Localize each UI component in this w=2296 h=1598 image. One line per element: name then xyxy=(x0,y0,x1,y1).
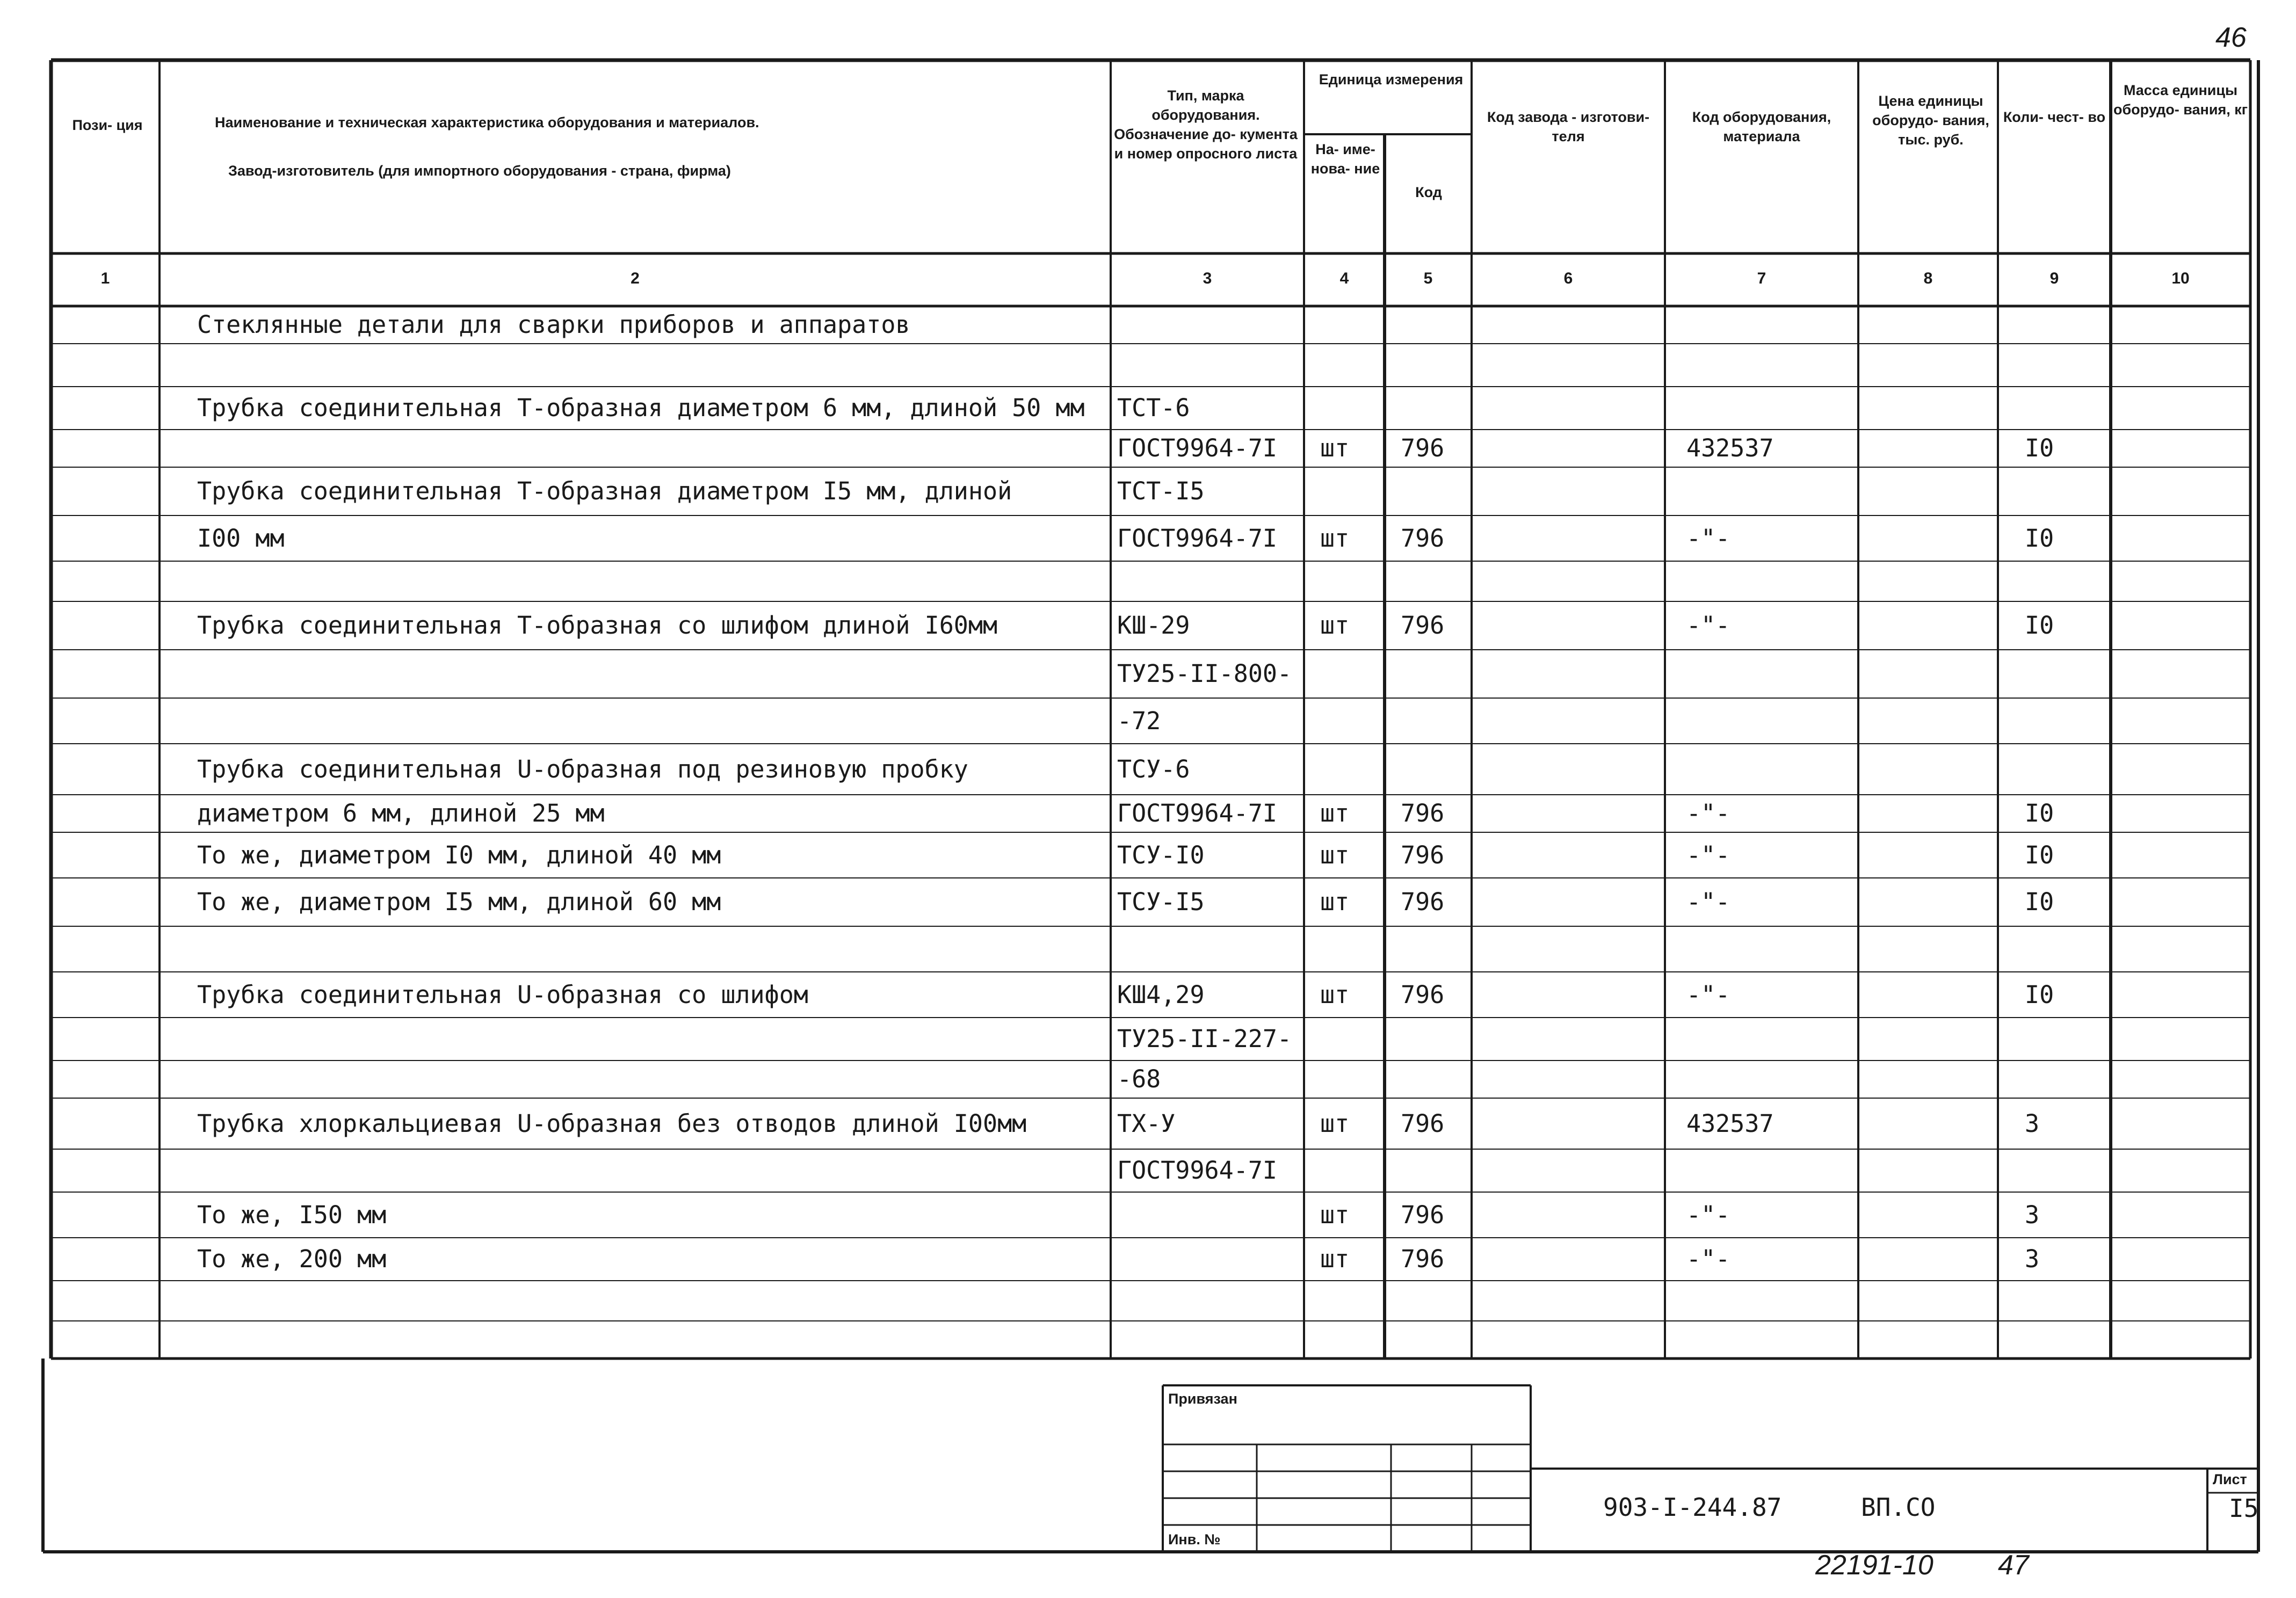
header-price: Цена единицы оборудо- вания, тыс. руб. xyxy=(1872,93,1989,148)
row-unit-code: 796 xyxy=(1401,1109,1445,1138)
header-mass: Масса единицы оборудо- вания, кг xyxy=(2113,82,2248,118)
row-equipment-code: -"- xyxy=(1686,840,1730,869)
row-equipment-code: -"- xyxy=(1686,799,1730,827)
header-name-line1: Наименование и техническая характеристика оборудования и материалов. xyxy=(215,114,759,130)
row-name: То же, диаметром I5 мм, длиной 60 мм xyxy=(197,888,721,916)
column-number: 9 xyxy=(2049,270,2059,287)
row-type: ТХ-У xyxy=(1117,1109,1176,1138)
stamp-document-number: 903-I-244.87 xyxy=(1603,1493,1782,1522)
row-name: Трубка соединительная U-образная под резиновую пробку xyxy=(197,754,968,783)
stamp-bound-label: Привязан xyxy=(1168,1391,1237,1407)
column-number: 6 xyxy=(1563,270,1573,287)
row-unit: шт xyxy=(1320,434,1350,462)
row-type: ТУ25-II-800- xyxy=(1117,659,1292,688)
row-unit-code: 796 xyxy=(1401,980,1445,1009)
row-name: То же, 200 мм xyxy=(197,1245,387,1273)
column-number: 3 xyxy=(1203,270,1212,287)
row-name: Трубка соединительная U-образная со шлифом xyxy=(197,980,808,1009)
stamp-sheet-number: I5 xyxy=(2229,1494,2259,1523)
row-quantity: I0 xyxy=(2025,799,2054,827)
stamp-document-code: ВП.СО xyxy=(1861,1493,1936,1522)
row-type: ТСУ-6 xyxy=(1117,754,1190,783)
row-equipment-code: -"- xyxy=(1686,980,1730,1009)
header-unit-code: Код xyxy=(1415,184,1442,200)
row-unit: шт xyxy=(1320,524,1350,553)
row-type: -72 xyxy=(1117,706,1161,735)
header-manufacturer-code: Код завода - изготови- теля xyxy=(1487,109,1650,144)
header-type: Тип, марка оборудования. Обозначение до- кумента и номер опросного листа xyxy=(1114,88,1298,162)
row-type: -68 xyxy=(1117,1065,1161,1093)
row-type: ТСУ-I0 xyxy=(1117,840,1205,869)
row-type: ТСУ-I5 xyxy=(1117,888,1205,916)
row-unit-code: 796 xyxy=(1401,799,1445,827)
row-unit-code: 796 xyxy=(1401,524,1445,553)
row-unit: шт xyxy=(1320,1109,1350,1138)
row-quantity: I0 xyxy=(2025,888,2054,916)
row-equipment-code: -"- xyxy=(1686,611,1730,640)
row-name: Трубка соединительная Т-образная диаметром I5 мм, длиной xyxy=(197,477,1012,505)
row-unit: шт xyxy=(1320,840,1350,869)
column-number: 1 xyxy=(100,270,110,287)
stamp-sheet-label: Лист xyxy=(2213,1471,2247,1487)
row-equipment-code: -"- xyxy=(1686,1200,1730,1229)
row-type: ГОСТ9964-7I xyxy=(1117,799,1278,827)
row-name: То же, I50 мм xyxy=(197,1200,387,1229)
row-unit: шт xyxy=(1320,888,1350,916)
row-unit-code: 796 xyxy=(1401,888,1445,916)
row-name: Стеклянные детали для сварки приборов и аппаратов xyxy=(197,310,910,339)
row-quantity: I0 xyxy=(2025,434,2054,462)
row-quantity: 3 xyxy=(2025,1109,2040,1138)
row-unit-code: 796 xyxy=(1401,840,1445,869)
row-equipment-code: -"- xyxy=(1686,524,1730,553)
archive-number: 22191-10 xyxy=(1815,1550,1933,1581)
row-unit: шт xyxy=(1320,611,1350,640)
row-quantity: I0 xyxy=(2025,524,2054,553)
column-number: 7 xyxy=(1757,270,1766,287)
header-quantity: Коли- чест- во xyxy=(2003,109,2106,125)
row-unit-code: 796 xyxy=(1401,611,1445,640)
handwritten-page-bottom: 47 xyxy=(1998,1550,2029,1581)
row-equipment-code: 432537 xyxy=(1686,434,1774,462)
row-type: ТУ25-II-227- xyxy=(1117,1025,1292,1053)
column-number: 2 xyxy=(631,270,640,287)
row-name: То же, диаметром I0 мм, длиной 40 мм xyxy=(197,840,721,869)
row-type: ГОСТ9964-7I xyxy=(1117,1156,1278,1185)
stamp-inventory-label: Инв. № xyxy=(1168,1531,1221,1548)
row-unit-code: 796 xyxy=(1401,434,1445,462)
row-type: ГОСТ9964-7I xyxy=(1117,434,1278,462)
header-name-line2: Завод-изготовитель (для импортного оборудования - страна, фирма) xyxy=(228,163,731,179)
row-unit-code: 796 xyxy=(1401,1200,1445,1229)
row-name: Трубка соединительная Т-образная диаметром 6 мм, длиной 50 мм xyxy=(197,394,1085,422)
column-number: 8 xyxy=(1923,270,1933,287)
header-position: Пози- ция xyxy=(72,117,143,133)
row-type: ГОСТ9964-7I xyxy=(1117,524,1278,553)
row-name: Трубка соединительная Т-образная со шлифом длиной I60мм xyxy=(197,611,998,640)
row-quantity: I0 xyxy=(2025,840,2054,869)
row-unit: шт xyxy=(1320,799,1350,827)
row-equipment-code: 432537 xyxy=(1686,1109,1774,1138)
header-unit-group: Единица измерения xyxy=(1319,71,1464,88)
row-unit: шт xyxy=(1320,980,1350,1009)
row-name: I00 мм xyxy=(197,524,285,553)
row-name: диаметром 6 мм, длиной 25 мм xyxy=(197,799,605,827)
row-type: ТСТ-6 xyxy=(1117,394,1190,422)
column-number: 4 xyxy=(1339,270,1349,287)
row-type: ТСТ-I5 xyxy=(1117,477,1205,505)
row-quantity: I0 xyxy=(2025,611,2054,640)
header-unit-name: На- име- нова- ние xyxy=(1310,141,1380,177)
row-quantity: 3 xyxy=(2025,1200,2040,1229)
row-quantity: I0 xyxy=(2025,980,2054,1009)
row-type: КШ-29 xyxy=(1117,611,1190,640)
handwritten-page-number: 46 xyxy=(2215,22,2247,53)
row-type: КШ4,29 xyxy=(1117,980,1205,1009)
row-unit-code: 796 xyxy=(1401,1245,1445,1273)
header-equipment-code: Код оборудования, материала xyxy=(1692,109,1831,144)
row-equipment-code: -"- xyxy=(1686,1245,1730,1273)
column-number: 10 xyxy=(2171,270,2190,287)
row-quantity: 3 xyxy=(2025,1245,2040,1273)
row-unit: шт xyxy=(1320,1245,1350,1273)
column-number: 5 xyxy=(1423,270,1433,287)
row-equipment-code: -"- xyxy=(1686,888,1730,916)
row-name: Трубка хлоркальциевая U-образная без отводов длиной I00мм xyxy=(197,1109,1027,1138)
row-unit: шт xyxy=(1320,1200,1350,1229)
